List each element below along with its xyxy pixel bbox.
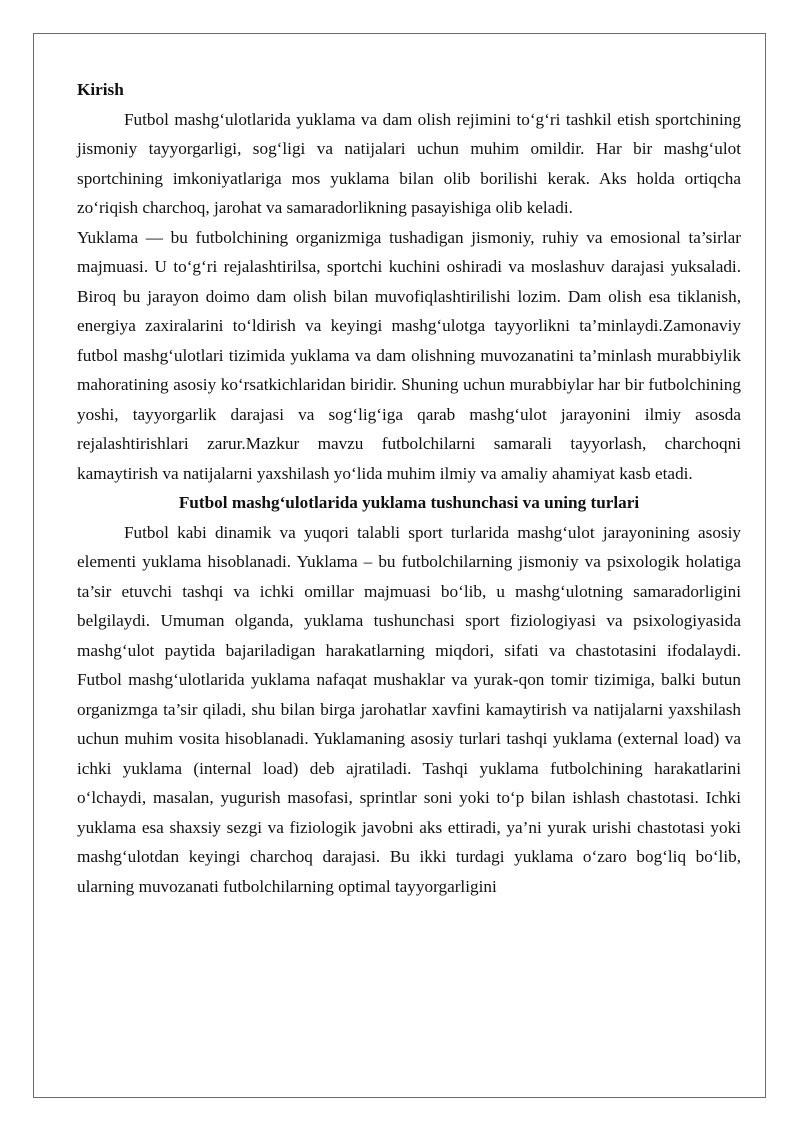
intro-heading: Kirish: [77, 80, 124, 99]
section-paragraph: Futbol kabi dinamik va yuqori talabli sport turlarida mashg‘ulot jarayonining asosiy elementi yuklama hisoblanadi. Yuklama – bu futbolchilarning jismoniy va psixologik holatiga ta’sir etuvchi tashqi va ichki omillar majmuasi bo‘lib, u mashg‘ulotning samaradorligini belgilaydi. Umuman olganda, yuklama tushunchasi sport fiziologiyasi va psixologiyasida mashg‘ulot paytida bajariladigan harakatlarning miqdori, sifati va chastotasini ifodalaydi. Futbol mashg‘ulotlarida yuklama nafaqat mushaklar va yurak-qon tomir tizimiga, balki butun organizmga ta’sir qiladi, shu bilan birga jarohatlar xavfini kamaytirish va natijalarni yaxshilash uchun muhim vosita hisoblanadi. Yuklamaning asosiy turlari tashqi yuklama (external load) va ichki yuklama (internal load) deb ajratiladi. Tashqi yuklama futbolchining harakatlarini o‘lchaydi, masalan, yugurish masofasi, sprintlar soni yoki to‘p bilan ishlash chastotasi. Ichki yuklama esa shaxsiy sezgi va fiziologik javobni aks ettiradi, ya’ni yurak urishi chastotasi yoki mashg‘ulotdan keyingi charchoq darajasi. Bu ikki turdagi yuklama o‘zaro bog‘liq bo‘lib, ularning muvozanati futbolchilarning optimal tayyorgarligini: [77, 522, 741, 896]
intro-paragraph-1: Futbol mashg‘ulotlarida yuklama va dam olish rejimini to‘g‘ri tashkil etish sportchining jismoniy tayyorgarligi, sog‘ligi va natijalari uchun muhim omildir. Har bir mashg‘ulot sportchining imkoniyatlariga mos yuklama bilan olib borilishi kerak. Aks holda ortiqcha zo‘riqish charchoq, jarohat va samaradorlikning pasayishiga olib keladi.: [77, 109, 741, 217]
document-body: [77, 75, 741, 901]
section-heading: Futbol mashg‘ulotlarida yuklama tushunchasi va uning turlari: [178, 493, 640, 512]
intro-paragraph-2: Yuklama — bu futbolchining organizmiga tushadigan jismoniy, ruhiy va emosional ta’sirlar majmuasi. U to‘g‘ri rejalashtirilsa, sportchi kuchini oshiradi va moslashuv darajasi yuksaladi. Biroq bu jarayon doimo dam olish bilan muvofiqlashtirilishi lozim. Dam olish esa tiklanish, energiya zaxiralarini to‘ldirish va keyingi mashg‘ulotga tayyorlikni ta’minlaydi.Zamonaviy futbol mashg‘ulotlari tizimida yuklama va dam olishning muvozanatini ta’minlash murabbiylik mahoratining asosiy ko‘rsatkichlaridan biridir. Shuning uchun murabbiylar har bir futbolchining yoshi, tayyorgarlik darajasi va sog‘lig‘iga qarab mashg‘ulot jarayonini ilmiy asosda rejalashtirishlari zarur.Mazkur mavzu futbolchilarni samarali tayyorlash, charchoqni kamaytirish va natijalarni yaxshilash yo‘lida muhim ilmiy va amaliy ahamiyat kasb etadi.: [77, 227, 741, 483]
